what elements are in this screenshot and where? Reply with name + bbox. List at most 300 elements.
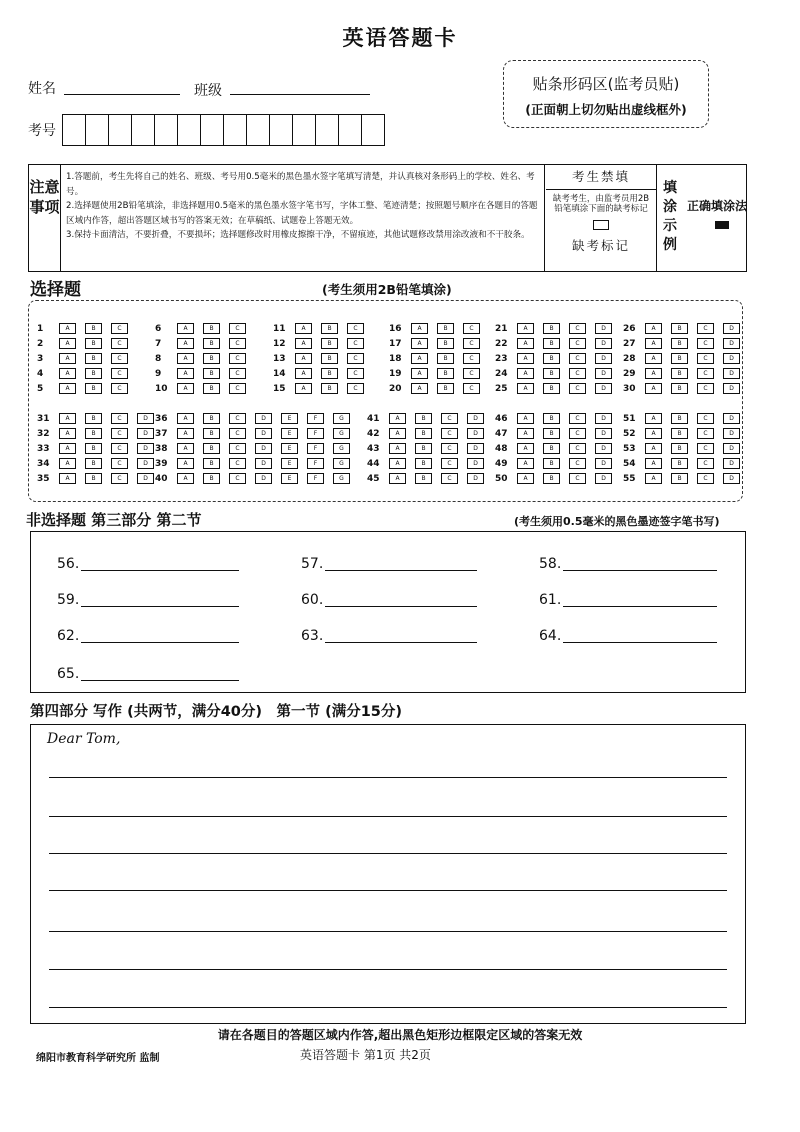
answer-bubble[interactable]: A (177, 443, 194, 454)
answer-bubble[interactable]: C (463, 368, 480, 379)
answer-bubble[interactable]: B (321, 323, 338, 334)
question-number: 49 (495, 459, 508, 469)
fill-item-number: 62. (57, 628, 80, 644)
answer-bubble[interactable]: C (111, 338, 128, 349)
fill-item[interactable] (57, 556, 79, 572)
answer-bubble[interactable]: D (723, 353, 740, 364)
answer-bubble[interactable]: B (543, 443, 560, 454)
answer-bubble[interactable]: B (203, 368, 220, 379)
answer-bubble[interactable]: D (255, 443, 272, 454)
answer-bubble[interactable]: C (229, 428, 246, 439)
answer-bubble[interactable]: B (543, 323, 560, 334)
fill-item[interactable] (539, 556, 561, 572)
choice-question (37, 413, 163, 425)
answer-bubble[interactable]: D (467, 443, 484, 454)
choice-question (155, 368, 255, 380)
choice-question (623, 413, 749, 425)
answer-bubble[interactable]: D (255, 473, 272, 484)
answer-bubble[interactable]: D (467, 458, 484, 469)
answer-bubble[interactable]: C (697, 338, 714, 349)
answer-bubble[interactable]: A (59, 323, 76, 334)
answer-bubble[interactable]: D (467, 473, 484, 484)
answer-bubble[interactable]: C (229, 338, 246, 349)
answer-bubble[interactable]: C (697, 353, 714, 364)
answer-bubble[interactable]: G (333, 428, 350, 439)
answer-bubble[interactable]: F (307, 473, 324, 484)
answer-bubble[interactable]: B (671, 368, 688, 379)
notice-item: 1.答题前，考生先将自己的姓名、班级、考号用0.5毫米的黑色墨水签字笔填写清楚，并认真核对条形码上的学校、姓名、考号。 (66, 172, 535, 197)
filled-example-mark (715, 221, 729, 229)
answer-bubble[interactable]: B (203, 383, 220, 394)
answer-bubble[interactable]: B (203, 323, 220, 334)
answer-bubble[interactable]: B (203, 443, 220, 454)
answer-bubble[interactable]: G (333, 413, 350, 424)
answer-bubble[interactable]: A (517, 383, 534, 394)
question-number: 54 (623, 459, 636, 469)
answer-bubble[interactable]: C (229, 473, 246, 484)
answer-bubble[interactable]: A (177, 413, 194, 424)
answer-bubble[interactable]: F (307, 443, 324, 454)
answer-bubble[interactable]: C (229, 323, 246, 334)
answer-bubble[interactable]: C (347, 383, 364, 394)
answer-bubble[interactable]: A (59, 443, 76, 454)
class-field[interactable] (230, 93, 370, 95)
fill-note: (考生须用0.5毫米的黑色墨迹签字笔书写) (514, 515, 720, 528)
choice-question (155, 323, 255, 335)
page-title: 英语答题卡 (342, 26, 458, 50)
answer-bubble[interactable]: A (59, 383, 76, 394)
question-number: 44 (367, 459, 380, 469)
answer-bubble[interactable]: F (307, 413, 324, 424)
answer-bubble[interactable]: B (671, 428, 688, 439)
fill-item[interactable] (301, 592, 323, 608)
answer-bubble[interactable]: B (85, 443, 102, 454)
answer-bubble[interactable]: B (85, 368, 102, 379)
answer-bubble[interactable]: B (203, 458, 220, 469)
answer-bubble[interactable]: C (229, 443, 246, 454)
choice-question (495, 428, 621, 440)
choice-question (495, 443, 621, 455)
answer-bubble[interactable]: A (517, 353, 534, 364)
answer-bubble[interactable]: E (281, 443, 298, 454)
choice-area (28, 300, 743, 502)
answer-bubble[interactable]: A (517, 413, 534, 424)
answer-bubble[interactable]: F (307, 428, 324, 439)
answer-bubble[interactable]: B (437, 323, 454, 334)
answer-bubble[interactable]: A (517, 368, 534, 379)
answer-bubble[interactable]: A (645, 383, 662, 394)
writing-line (49, 890, 727, 891)
answer-bubble[interactable]: C (347, 353, 364, 364)
answer-bubble[interactable]: A (177, 353, 194, 364)
answer-bubble[interactable]: A (411, 338, 428, 349)
answer-bubble[interactable]: C (111, 383, 128, 394)
answer-bubble[interactable]: D (723, 383, 740, 394)
answer-bubble[interactable]: D (255, 428, 272, 439)
answer-bubble[interactable]: B (85, 323, 102, 334)
answer-bubble[interactable]: D (595, 353, 612, 364)
answer-bubble[interactable]: D (255, 413, 272, 424)
answer-bubble[interactable]: A (295, 383, 312, 394)
answer-bubble[interactable]: A (645, 473, 662, 484)
answer-bubble[interactable]: B (203, 338, 220, 349)
answer-bubble[interactable]: B (85, 383, 102, 394)
answer-bubble[interactable]: B (671, 338, 688, 349)
answer-bubble[interactable]: B (671, 443, 688, 454)
answer-bubble[interactable]: B (671, 458, 688, 469)
class-label: 班级 (194, 83, 222, 99)
choice-question (367, 413, 493, 425)
answer-bubble[interactable]: C (463, 353, 480, 364)
name-label: 姓名 (28, 81, 56, 97)
answer-bubble[interactable]: A (645, 353, 662, 364)
answer-bubble[interactable]: C (229, 368, 246, 379)
answer-bubble[interactable]: A (295, 353, 312, 364)
answer-bubble[interactable]: C (111, 413, 128, 424)
absent-mark-box[interactable] (593, 220, 609, 230)
answer-bubble[interactable]: C (569, 368, 586, 379)
choice-question (389, 323, 489, 335)
writing-line (49, 853, 727, 854)
fill-item-number: 58. (539, 556, 562, 572)
answer-bubble[interactable]: A (389, 443, 406, 454)
fill-title: 非选择题 第三部分 第二节 (26, 511, 202, 529)
answer-bubble[interactable]: B (415, 428, 432, 439)
answer-bubble[interactable]: B (543, 458, 560, 469)
answer-bubble[interactable]: B (85, 353, 102, 364)
answer-bubble[interactable]: B (671, 413, 688, 424)
answer-bubble[interactable]: C (569, 323, 586, 334)
answer-bubble[interactable]: C (697, 458, 714, 469)
answer-bubble[interactable]: C (697, 323, 714, 334)
question-number: 39 (155, 459, 168, 469)
answer-bubble[interactable]: B (85, 338, 102, 349)
answer-bubble[interactable]: C (441, 473, 458, 484)
choice-question (495, 473, 621, 485)
question-number: 40 (155, 474, 168, 484)
answer-bubble[interactable]: G (333, 473, 350, 484)
answer-bubble[interactable]: B (321, 353, 338, 364)
answer-bubble[interactable]: A (645, 443, 662, 454)
answer-bubble[interactable]: B (321, 383, 338, 394)
answer-bubble[interactable]: A (645, 413, 662, 424)
choice-question (273, 338, 373, 350)
answer-bubble[interactable]: A (295, 323, 312, 334)
answer-bubble[interactable]: D (467, 413, 484, 424)
answer-bubble[interactable]: A (59, 338, 76, 349)
answer-bubble[interactable]: B (203, 473, 220, 484)
answer-bubble[interactable]: D (595, 458, 612, 469)
answer-bubble[interactable]: F (307, 458, 324, 469)
answer-bubble[interactable]: C (229, 353, 246, 364)
question-number: 41 (367, 414, 380, 424)
choice-question (273, 353, 373, 365)
answer-bubble[interactable]: C (697, 428, 714, 439)
choice-question (623, 353, 749, 365)
answer-bubble[interactable]: B (543, 383, 560, 394)
answer-bubble[interactable]: C (569, 443, 586, 454)
answer-bubble[interactable]: B (203, 413, 220, 424)
answer-bubble[interactable]: B (85, 428, 102, 439)
answer-bubble[interactable]: D (595, 383, 612, 394)
exam-no-cells[interactable] (62, 114, 385, 146)
answer-bubble[interactable]: C (441, 443, 458, 454)
answer-bubble[interactable]: B (437, 353, 454, 364)
answer-bubble[interactable]: D (723, 428, 740, 439)
fill-item[interactable] (539, 628, 561, 644)
answer-bubble[interactable]: A (177, 323, 194, 334)
choice-question (495, 413, 621, 425)
answer-bubble[interactable]: C (697, 383, 714, 394)
answer-bubble[interactable]: C (229, 383, 246, 394)
barcode-hint: (正面朝上切勿贴出虚线框外) (525, 102, 687, 117)
writing-title: 第四部分 写作 (共两节，满分40分) 第一节 (满分15分) (30, 704, 403, 720)
barcode-area (503, 60, 709, 128)
answer-bubble[interactable]: D (723, 338, 740, 349)
answer-bubble[interactable]: B (321, 338, 338, 349)
answer-bubble[interactable]: A (517, 338, 534, 349)
choice-question (273, 383, 373, 395)
answer-bubble[interactable]: A (411, 323, 428, 334)
answer-bubble[interactable]: B (437, 383, 454, 394)
answer-bubble[interactable]: B (671, 353, 688, 364)
question-number: 45 (367, 474, 380, 484)
question-number: 46 (495, 414, 508, 424)
question-number: 9 (155, 369, 162, 379)
answer-bubble[interactable]: C (697, 368, 714, 379)
choice-question (155, 413, 359, 425)
question-number: 3 (37, 354, 44, 364)
answer-bubble[interactable]: C (111, 443, 128, 454)
answer-bubble[interactable]: D (467, 428, 484, 439)
answer-bubble[interactable]: D (723, 368, 740, 379)
choice-question (495, 353, 621, 365)
answer-bubble[interactable]: A (59, 413, 76, 424)
fill-item[interactable] (301, 628, 323, 644)
answer-bubble[interactable]: D (137, 443, 154, 454)
answer-bubble[interactable]: E (281, 473, 298, 484)
answer-bubble[interactable]: D (723, 443, 740, 454)
answer-bubble[interactable]: G (333, 458, 350, 469)
question-number: 8 (155, 354, 162, 364)
answer-bubble[interactable]: E (281, 428, 298, 439)
answer-bubble[interactable]: A (389, 413, 406, 424)
answer-bubble[interactable]: D (255, 458, 272, 469)
answer-bubble[interactable]: A (177, 428, 194, 439)
answer-bubble[interactable]: D (137, 428, 154, 439)
answer-bubble[interactable]: E (281, 458, 298, 469)
question-number: 47 (495, 429, 508, 439)
answer-bubble[interactable]: B (543, 338, 560, 349)
answer-bubble[interactable]: B (437, 338, 454, 349)
answer-bubble[interactable]: C (111, 458, 128, 469)
question-number: 6 (155, 324, 162, 334)
question-number: 13 (273, 354, 286, 364)
notice-items (62, 165, 545, 271)
answer-bubble[interactable]: D (595, 368, 612, 379)
answer-bubble[interactable]: C (441, 413, 458, 424)
answer-bubble[interactable]: C (441, 458, 458, 469)
answer-bubble[interactable]: A (177, 473, 194, 484)
answer-bubble[interactable]: C (111, 473, 128, 484)
answer-bubble[interactable]: D (595, 428, 612, 439)
answer-bubble[interactable]: A (517, 323, 534, 334)
question-number: 12 (273, 339, 286, 349)
answer-bubble[interactable]: D (137, 473, 154, 484)
writing-line (49, 777, 727, 778)
answer-bubble[interactable]: A (411, 383, 428, 394)
answer-bubble[interactable]: C (569, 428, 586, 439)
question-number: 17 (389, 339, 402, 349)
answer-bubble[interactable]: B (415, 413, 432, 424)
fill-item[interactable] (57, 666, 79, 682)
name-field[interactable] (64, 93, 180, 95)
answer-bubble[interactable]: A (59, 458, 76, 469)
answer-bubble[interactable]: A (517, 473, 534, 484)
answer-bubble[interactable]: D (723, 473, 740, 484)
answer-bubble[interactable]: B (543, 473, 560, 484)
answer-bubble[interactable]: A (295, 368, 312, 379)
answer-bubble[interactable]: A (295, 338, 312, 349)
answer-bubble[interactable]: B (85, 413, 102, 424)
choice-question (623, 443, 749, 455)
answer-bubble[interactable]: B (543, 368, 560, 379)
answer-bubble[interactable]: C (569, 413, 586, 424)
answer-bubble[interactable]: A (59, 428, 76, 439)
answer-bubble[interactable]: B (85, 458, 102, 469)
answer-bubble[interactable]: C (347, 323, 364, 334)
answer-bubble[interactable]: D (723, 323, 740, 334)
answer-bubble[interactable]: D (595, 443, 612, 454)
answer-bubble[interactable]: A (517, 443, 534, 454)
answer-bubble[interactable]: A (177, 338, 194, 349)
answer-bubble[interactable]: C (229, 458, 246, 469)
answer-bubble[interactable]: C (569, 473, 586, 484)
answer-bubble[interactable]: C (463, 323, 480, 334)
question-number: 42 (367, 429, 380, 439)
fill-item[interactable] (57, 592, 79, 608)
choice-question (37, 428, 163, 440)
answer-bubble[interactable]: A (59, 353, 76, 364)
answer-bubble[interactable]: C (111, 323, 128, 334)
answer-bubble[interactable]: D (595, 338, 612, 349)
fill-item[interactable] (301, 556, 323, 572)
answer-bubble[interactable]: B (671, 383, 688, 394)
answer-bubble[interactable]: C (569, 353, 586, 364)
answer-bubble[interactable]: C (463, 338, 480, 349)
question-number: 2 (37, 339, 44, 349)
fill-item-number: 60. (301, 592, 324, 608)
answer-bubble[interactable]: C (441, 428, 458, 439)
answer-bubble[interactable]: A (645, 458, 662, 469)
choice-question (495, 368, 621, 380)
answer-bubble[interactable]: B (203, 428, 220, 439)
answer-bubble[interactable]: A (177, 458, 194, 469)
answer-bubble[interactable]: C (569, 338, 586, 349)
question-number: 51 (623, 414, 636, 424)
answer-bubble[interactable]: D (595, 473, 612, 484)
answer-bubble[interactable]: A (645, 368, 662, 379)
answer-bubble[interactable]: A (645, 338, 662, 349)
answer-bubble[interactable]: C (111, 428, 128, 439)
choice-question (367, 473, 493, 485)
answer-bubble[interactable]: C (697, 413, 714, 424)
question-number: 16 (389, 324, 402, 334)
answer-bubble[interactable]: A (517, 458, 534, 469)
answer-bubble[interactable]: A (411, 353, 428, 364)
answer-bubble[interactable]: C (347, 368, 364, 379)
answer-bubble[interactable]: A (517, 428, 534, 439)
answer-bubble[interactable]: A (645, 323, 662, 334)
answer-bubble[interactable]: B (543, 428, 560, 439)
answer-bubble[interactable]: A (389, 473, 406, 484)
answer-bubble[interactable]: D (595, 413, 612, 424)
answer-bubble[interactable]: B (415, 473, 432, 484)
choice-question (389, 368, 489, 380)
question-number: 4 (37, 369, 44, 379)
answer-bubble[interactable]: B (415, 458, 432, 469)
question-number: 11 (273, 324, 286, 334)
answer-bubble[interactable]: B (671, 473, 688, 484)
answer-bubble[interactable]: D (137, 458, 154, 469)
answer-bubble[interactable]: B (415, 443, 432, 454)
writing-area[interactable] (30, 724, 746, 1024)
notice-item: 2.选择题使用2B铅笔填涂，非选择题用0.5毫米的黑色墨水签字笔书写，字体工整、笔迹清楚；按照题号顺序在各题目的答题区域内作答，超出答题区域书写的答案无效；在草稿纸、试题卷上答题无效。 (66, 201, 538, 226)
answer-bubble[interactable]: A (59, 368, 76, 379)
answer-bubble[interactable]: C (111, 353, 128, 364)
question-number: 27 (623, 339, 636, 349)
answer-bubble[interactable]: D (595, 323, 612, 334)
answer-bubble[interactable]: C (569, 383, 586, 394)
question-number: 55 (623, 474, 636, 484)
answer-bubble[interactable]: D (723, 413, 740, 424)
answer-bubble[interactable]: B (321, 368, 338, 379)
answer-bubble[interactable]: C (697, 443, 714, 454)
answer-bubble[interactable]: C (229, 413, 246, 424)
answer-bubble[interactable]: G (333, 443, 350, 454)
answer-bubble[interactable]: B (437, 368, 454, 379)
answer-bubble[interactable]: A (411, 368, 428, 379)
forbid-title: 考生禁填 (546, 165, 656, 190)
fill-item[interactable] (539, 592, 561, 608)
answer-bubble[interactable]: A (389, 428, 406, 439)
answer-bubble[interactable]: C (463, 383, 480, 394)
answer-bubble[interactable]: C (347, 338, 364, 349)
choice-question (495, 383, 621, 395)
answer-bubble[interactable]: A (177, 383, 194, 394)
fill-item-number: 56. (57, 556, 80, 572)
choice-question (37, 368, 137, 380)
answer-bubble[interactable]: B (543, 413, 560, 424)
fill-item[interactable] (57, 628, 79, 644)
question-number: 15 (273, 384, 286, 394)
answer-bubble[interactable]: D (137, 413, 154, 424)
answer-bubble[interactable]: C (697, 473, 714, 484)
choice-question (37, 383, 137, 395)
answer-bubble[interactable]: A (59, 473, 76, 484)
answer-bubble[interactable]: B (203, 353, 220, 364)
answer-bubble[interactable]: A (645, 428, 662, 439)
answer-bubble[interactable]: D (723, 458, 740, 469)
answer-bubble[interactable]: C (569, 458, 586, 469)
answer-bubble[interactable]: E (281, 413, 298, 424)
answer-bubble[interactable]: B (85, 473, 102, 484)
answer-bubble[interactable]: A (177, 368, 194, 379)
answer-bubble[interactable]: C (111, 368, 128, 379)
answer-bubble[interactable]: B (671, 323, 688, 334)
answer-bubble[interactable]: B (543, 353, 560, 364)
answer-bubble[interactable]: A (389, 458, 406, 469)
